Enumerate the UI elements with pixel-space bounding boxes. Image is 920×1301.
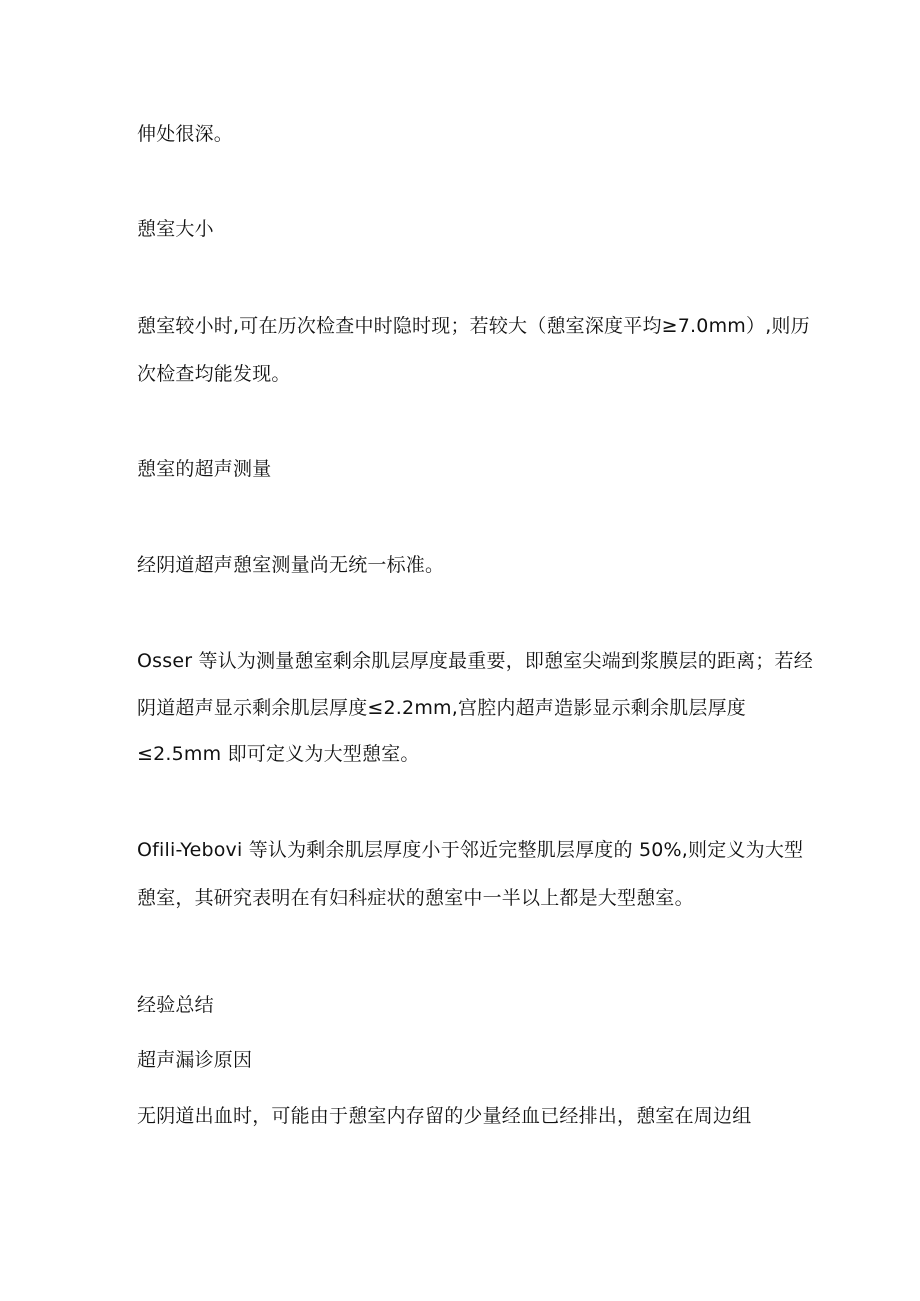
paragraph-osser-line-1: Osser 等认为测量憩室剩余肌层厚度最重要，即憩室尖端到浆膜层的距离；若经: [137, 650, 813, 672]
heading-experience-summary: 经验总结: [137, 994, 214, 1016]
paragraph-osser-line-2: 阴道超声显示剩余肌层厚度≤2.2mm,宫腔内超声造影显示剩余肌层厚度: [137, 697, 746, 719]
paragraph-missed-diagnosis: 无阴道出血时，可能由于憩室内存留的少量经血已经排出，憩室在周边组: [137, 1105, 752, 1127]
heading-ultrasound-measurement: 憩室的超声测量: [137, 458, 272, 480]
heading-missed-diagnosis-reasons: 超声漏诊原因: [137, 1049, 253, 1071]
heading-diverticulum-size: 憩室大小: [137, 218, 214, 240]
paragraph-ofili-line-1: Ofili-Yebovi 等认为剩余肌层厚度小于邻近完整肌层厚度的 50%,则定义为大型: [137, 839, 804, 861]
paragraph-measurement-standard: 经阴道超声憩室测量尚无统一标准。: [137, 554, 445, 576]
paragraph-continuation: 伸处很深。: [137, 123, 234, 145]
paragraph-osser-line-3: ≤2.5mm 即可定义为大型憩室。: [137, 743, 420, 765]
paragraph-ofili-line-2: 憩室，其研究表明在有妇科症状的憩室中一半以上都是大型憩室。: [137, 887, 694, 909]
paragraph-size-line-1: 憩室较小时,可在历次检查中时隐时现；若较大（憩室深度平均≥7.0mm）,则历: [137, 315, 810, 337]
paragraph-size-line-2: 次检查均能发现。: [137, 363, 291, 385]
